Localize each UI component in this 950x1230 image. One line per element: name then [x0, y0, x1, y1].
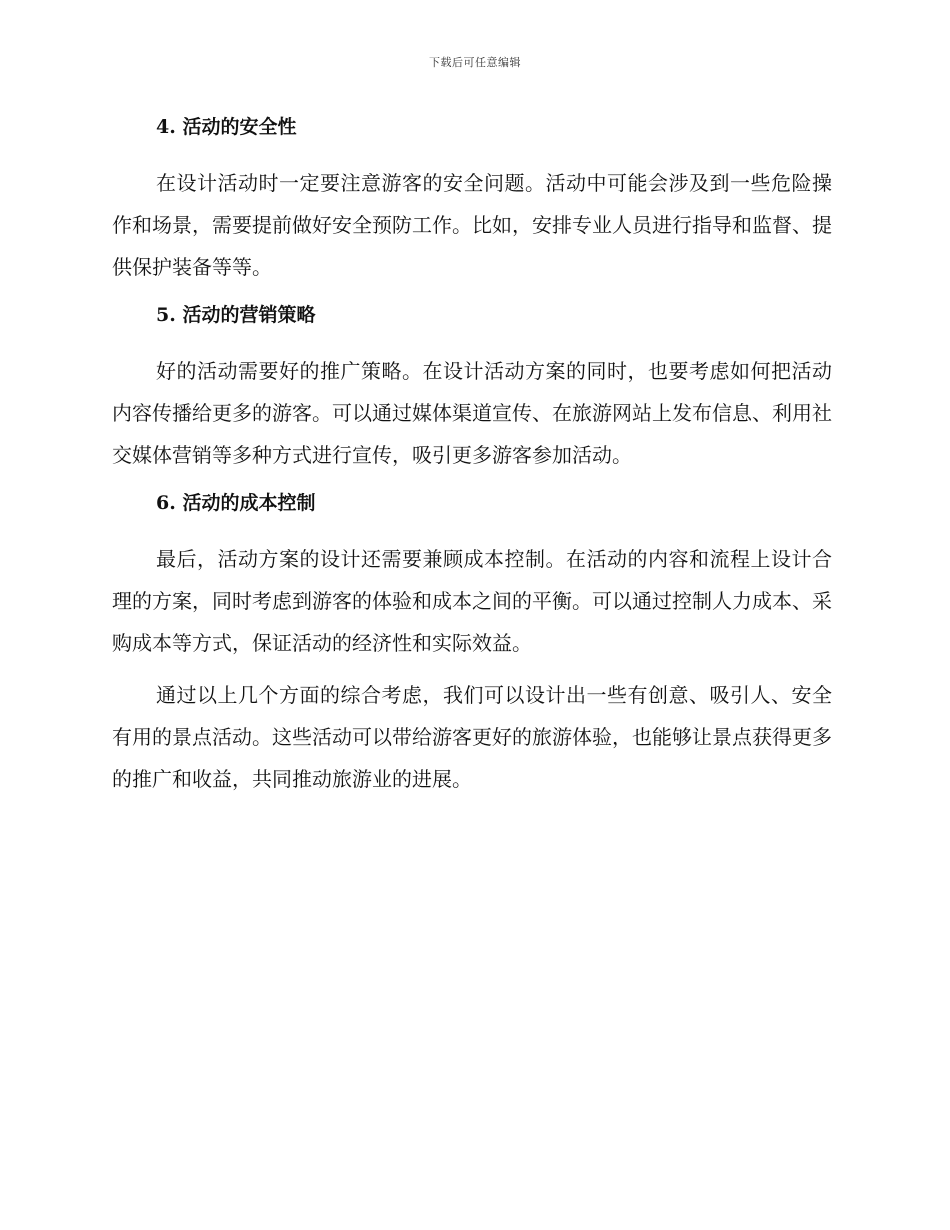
section-heading-safety: 4. 活动的安全性	[156, 116, 297, 138]
page-header: 下载后可任意编辑	[429, 56, 521, 69]
section-paragraph-safety: 在设计活动时一定要注意游客的安全问题。活动中可能会涉及到一些危险操作和场景，需要提前做好安全预防工作。比如，安排专业人员进行指导和监督、提供保护装备等等。	[112, 171, 832, 279]
section-paragraph-marketing: 好的活动需要好的推广策略。在设计活动方案的同时，也要考虑如何把活动内容传播给更多的游客。可以通过媒体渠道宣传、在旅游网站上发布信息、利用社交媒体营销等多种方式进行宣传，吸引更多游客参加活动。	[112, 359, 832, 467]
section-paragraph-cost: 最后，活动方案的设计还需要兼顾成本控制。在活动的内容和流程上设计合理的方案，同时考虑到游客的体验和成本之间的平衡。可以通过控制人力成本、采购成本等方式，保证活动的经济性和实际效益。	[112, 547, 832, 655]
section-heading-marketing: 5. 活动的营销策略	[156, 304, 316, 326]
section-heading-cost: 6. 活动的成本控制	[156, 492, 316, 514]
document-body	[112, 110, 832, 810]
conclusion-paragraph: 通过以上几个方面的综合考虑，我们可以设计出一些有创意、吸引人、安全有用的景点活动。这些活动可以带给游客更好的旅游体验，也能够让景点获得更多的推广和收益，共同推动旅游业的进展。	[112, 683, 832, 791]
